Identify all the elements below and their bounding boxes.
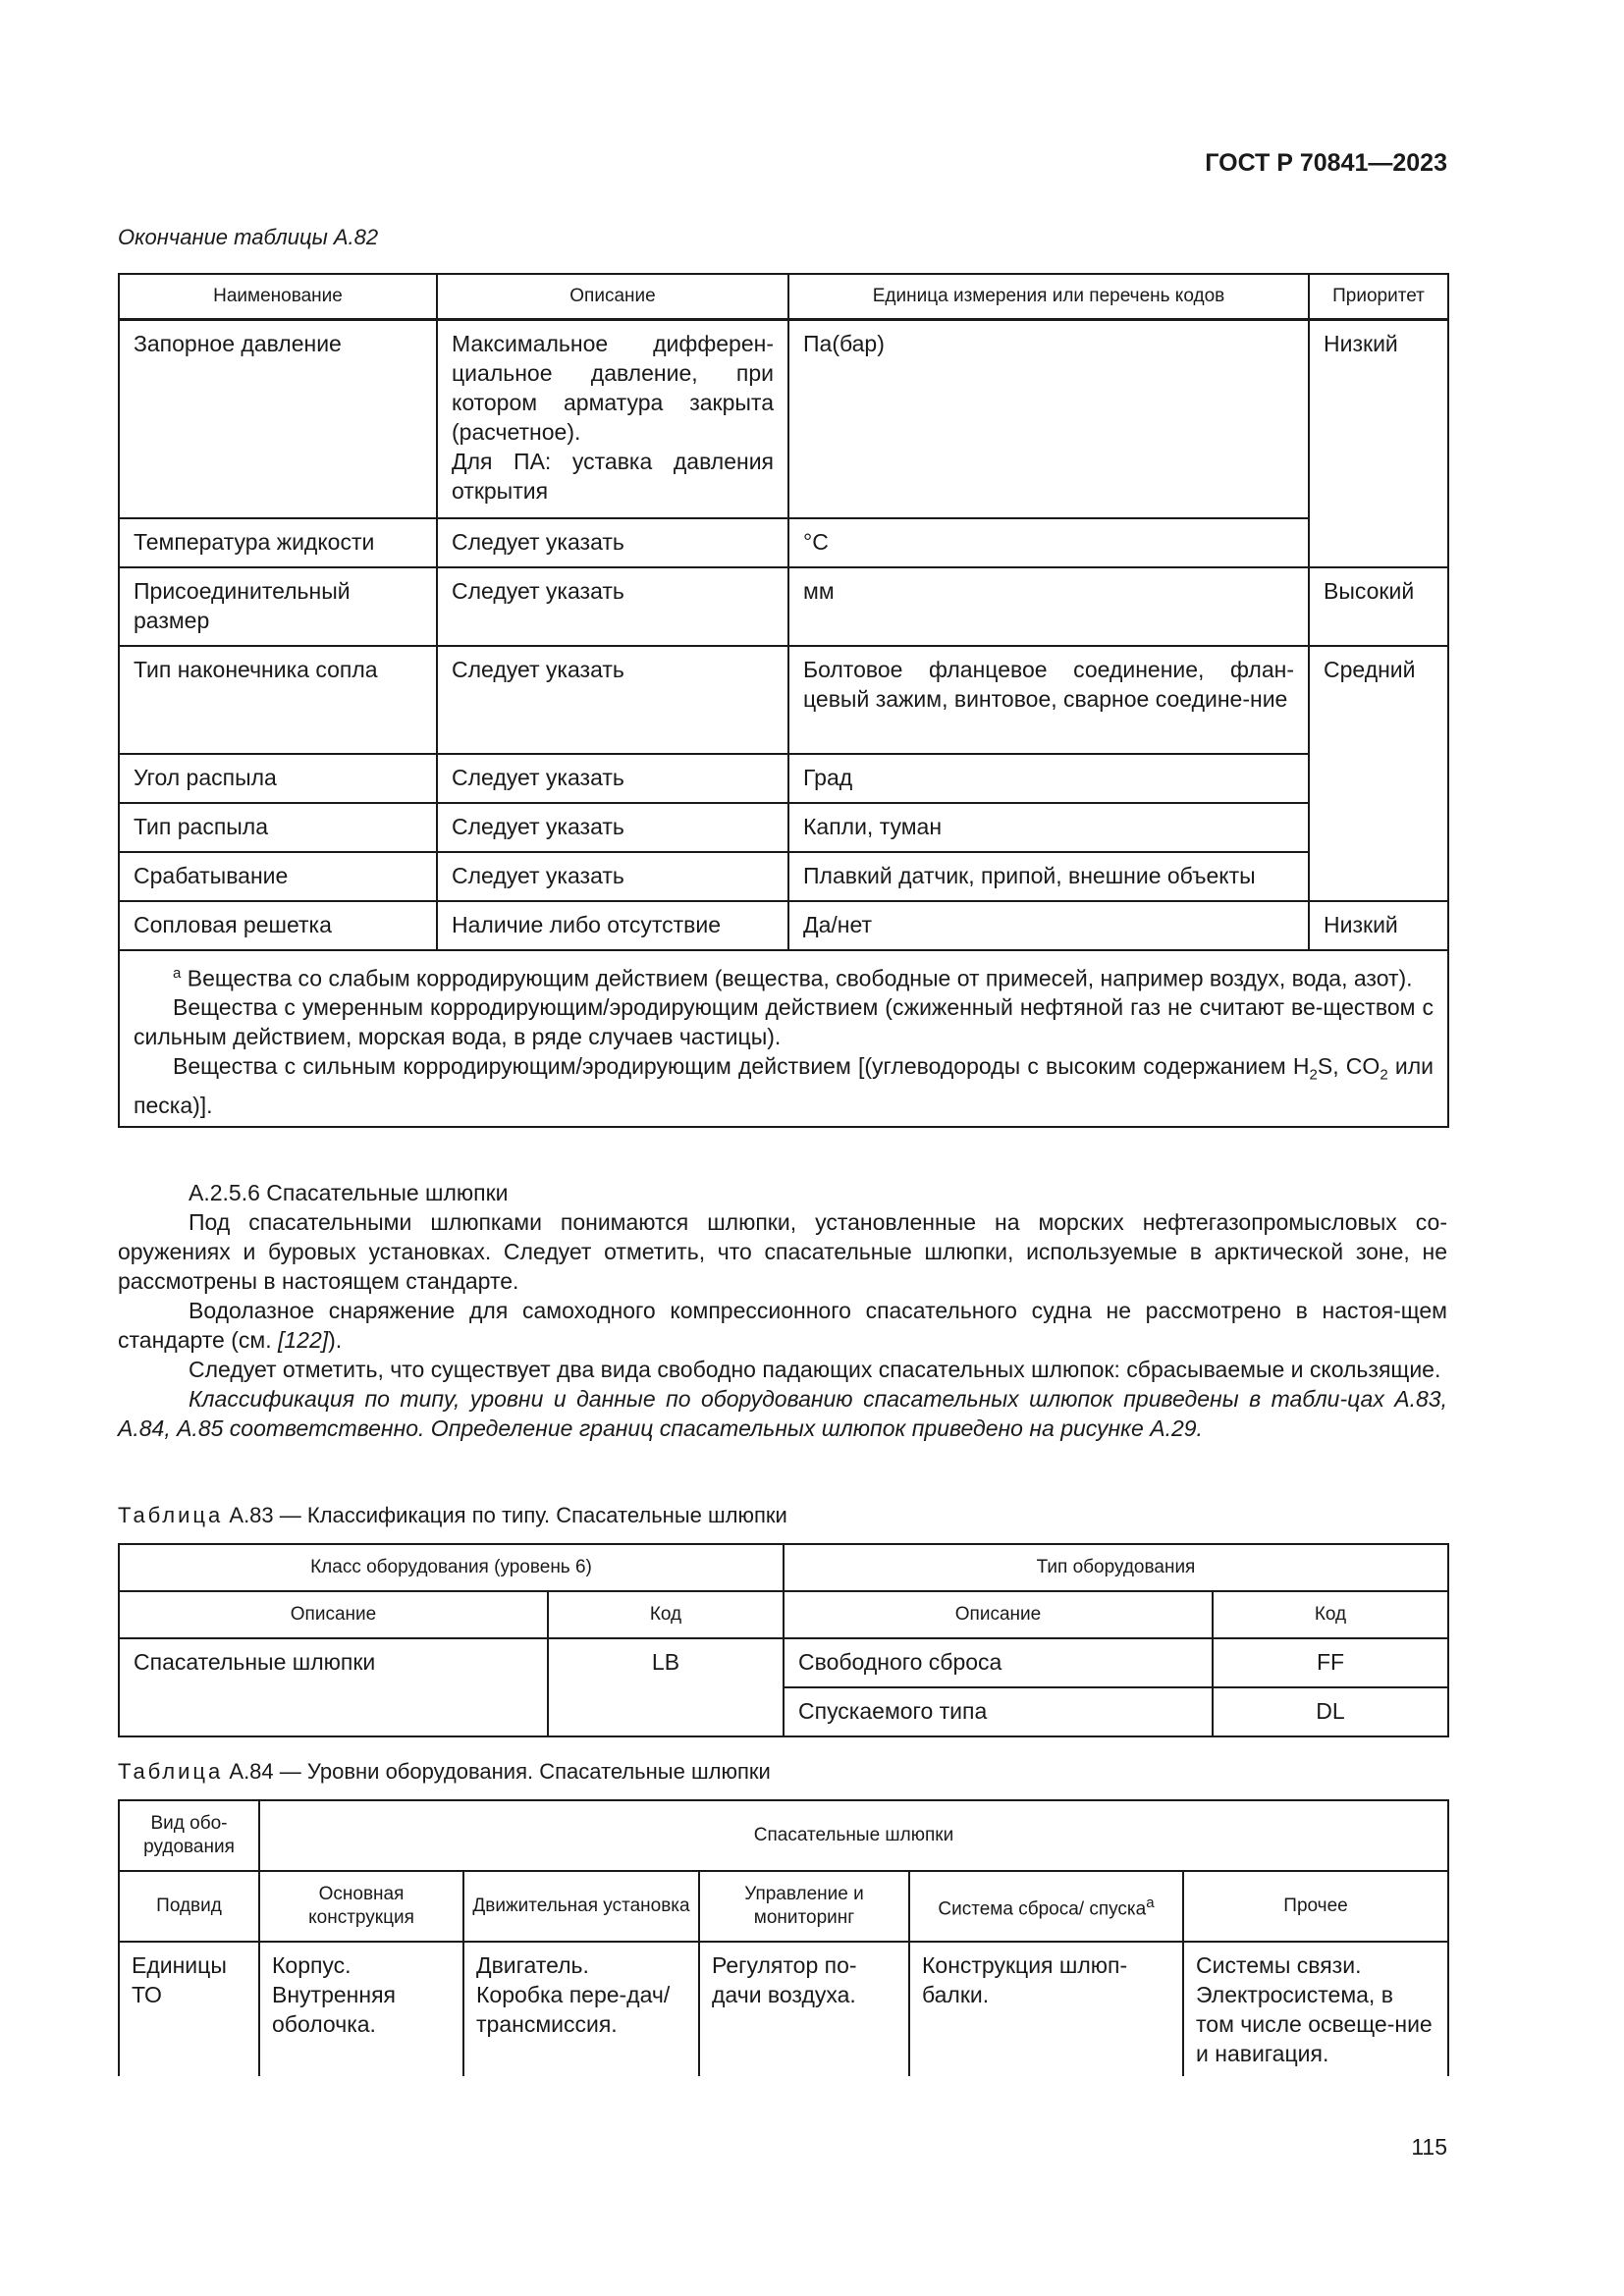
paragraph-text: ). <box>328 1327 343 1353</box>
table-row <box>119 646 1448 754</box>
column-header-unit: Единица измерения или перечень кодов <box>788 274 1309 320</box>
header-code: Код <box>1213 1591 1448 1638</box>
paragraph-text: Водолазное снаряжение для самоходного компрессионного спасательного судна не рассмотрено в настоя-щем стандарте (см. <box>118 1298 1447 1353</box>
note-1 <box>134 959 1434 993</box>
header-main-structure: Основная конструкция <box>259 1871 463 1942</box>
cell-description: Следует указать <box>437 803 788 852</box>
cell-unit: Па(бар) <box>788 320 1309 518</box>
table-row <box>119 754 1448 803</box>
cell-name: Срабатывание <box>119 852 437 901</box>
cell-propulsion: Двигатель. Коробка пере-дач/трансмиссия. <box>463 1942 699 2076</box>
note-3 <box>134 1051 1434 1120</box>
table-row <box>119 852 1448 901</box>
section-body <box>118 1178 1447 1443</box>
cell-priority: Средний <box>1309 646 1448 901</box>
cell-description: Наличие либо отсутствие <box>437 901 788 950</box>
cell-type-name: Свободного сброса <box>784 1638 1213 1687</box>
standard-number: ГОСТ Р 70841—2023 <box>1205 149 1447 177</box>
note-3-text-b: S, CO <box>1317 1053 1380 1080</box>
header-lifeboats: Спасательные шлюпки <box>259 1800 1448 1871</box>
cell-release-system: Конструкция шлюп-балки. <box>909 1942 1183 2076</box>
header-control-monitoring: Управление и мониторинг <box>699 1871 909 1942</box>
cell-name: Угол распыла <box>119 754 437 803</box>
paragraph: Следует отметить, что существует два вида свободно падающих спасательных шлюпок: сбрасываемые и скользящие. <box>189 1357 1441 1382</box>
cell-name: Тип распыла <box>119 803 437 852</box>
cell-unit: °С <box>788 518 1309 567</box>
cell-control-monitoring: Регулятор по-дачи воздуха. <box>699 1942 909 2076</box>
cell-priority: Низкий <box>1309 320 1448 567</box>
header-other: Прочее <box>1183 1871 1448 1942</box>
note-1-text: Вещества со слабым корродирующим действием (вещества, свободные от примесей, например воздух, вода, азот). <box>187 965 1413 991</box>
cell-description: Следует указать <box>437 646 788 754</box>
cell-name: Температура жидкости <box>119 518 437 567</box>
header-description: Описание <box>784 1591 1213 1638</box>
header-release-system-text: Система сброса/ спуска <box>938 1898 1147 1920</box>
cell-description: Следует указать <box>437 852 788 901</box>
table-row <box>119 1942 1448 2076</box>
cell-description: Следует указать <box>437 518 788 567</box>
paragraph: Под спасательными шлюпками понимаются шлюпки, установленные на морских нефтегазопромысловых со-оружениях и буровых установках. Следует отметить, что спасательные шлюпки, используемые в арктической зоне, не рассмотрены в настоящем стандарте. <box>118 1209 1447 1294</box>
cell-name: Присоединительный размер <box>119 567 437 646</box>
page-number: 115 <box>1411 2134 1447 2160</box>
table-label: Таблица <box>118 1503 224 1527</box>
cell-description: Следует указать <box>437 754 788 803</box>
column-header-priority: Приоритет <box>1309 274 1448 320</box>
table-row <box>119 901 1448 950</box>
column-header-description: Описание <box>437 274 788 320</box>
table-84-caption <box>118 1759 771 1785</box>
header-propulsion: Движительная установка <box>463 1871 699 1942</box>
cell-unit: Болтовое фланцевое соединение, флан-цевый зажим, винтовое, сварное соедине-ние <box>788 646 1309 754</box>
cell-name: Тип наконечника сопла <box>119 646 437 754</box>
subscript: 2 <box>1380 1066 1388 1084</box>
cell-main-structure: Корпус. Внутренняя оболочка. <box>259 1942 463 2076</box>
cell-priority: Низкий <box>1309 901 1448 950</box>
subscript: 2 <box>1309 1066 1318 1084</box>
cell-description: Следует указать <box>437 567 788 646</box>
header-subunit: Подвид <box>119 1871 259 1942</box>
table-notes-row <box>119 950 1448 1127</box>
table-82-caption: Окончание таблицы А.82 <box>118 225 379 249</box>
table-83-title: А.83 — Классификация по типу. Спасательные шлюпки <box>229 1503 787 1527</box>
note-3-text-a: Вещества с сильным корродирующим/эродирующим действием [(углеводороды с высоким содержанием H <box>173 1053 1310 1080</box>
table-row <box>119 320 1448 518</box>
header-release-system <box>909 1871 1183 1942</box>
paragraph-italic: Классификация по типу, уровни и данные по оборудованию спасательных шлюпок приведены в табли-цах А.83, А.84, А.85 соответственно. Определение границ спасательных шлюпок приведено на рисунке А.29. <box>118 1386 1447 1441</box>
cell-unit: Капли, туман <box>788 803 1309 852</box>
table-notes <box>119 950 1448 1127</box>
header-equipment-type: Вид обо-рудования <box>119 1800 259 1871</box>
table-84 <box>118 1799 1449 2076</box>
footnote-mark: a <box>173 964 182 982</box>
cell-class-code: LB <box>548 1638 784 1736</box>
footnote-mark: a <box>1146 1894 1155 1911</box>
table-row <box>119 518 1448 567</box>
table-83 <box>118 1543 1449 1737</box>
header-equipment-type: Тип оборудования <box>784 1544 1448 1591</box>
section-heading: А.2.5.6 Спасательные шлюпки <box>189 1180 509 1205</box>
table-row <box>119 1638 1448 1687</box>
column-header-name: Наименование <box>119 274 437 320</box>
cell-name: Сопловая решетка <box>119 901 437 950</box>
paragraph <box>118 1296 1447 1355</box>
cell-unit: Плавкий датчик, припой, внешние объекты <box>788 852 1309 901</box>
reference-link[interactable]: [122] <box>277 1327 329 1353</box>
header-code: Код <box>548 1591 784 1638</box>
table-label: Таблица <box>118 1759 224 1784</box>
cell-other: Системы связи. Электросистема, в том числе освеще-ние и навигация. <box>1183 1942 1448 2076</box>
cell-description: Максимальное дифферен-циальное давление, при котором арматура закрыта (расчетное). Для ПА: уставка давления открытия <box>437 320 788 518</box>
cell-unit: Да/нет <box>788 901 1309 950</box>
table-82 <box>118 273 1449 1128</box>
table-84-title: А.84 — Уровни оборудования. Спасательные шлюпки <box>229 1759 771 1784</box>
cell-type-code: DL <box>1213 1687 1448 1736</box>
cell-class-name: Спасательные шлюпки <box>119 1638 548 1736</box>
cell-name: Запорное давление <box>119 320 437 518</box>
note-2: Вещества с умеренным корродирующим/эродирующим действием (сжиженный нефтяной газ не считают ве-ществом с сильным действием, морская вода, в ряде случаев частицы). <box>134 994 1434 1050</box>
table-83-caption <box>118 1503 787 1528</box>
cell-row-label: Единицы ТО <box>119 1942 259 2076</box>
cell-priority: Высокий <box>1309 567 1448 646</box>
table-row <box>119 567 1448 646</box>
note-3-text-c: или песка)]. <box>134 1053 1434 1118</box>
cell-type-code: FF <box>1213 1638 1448 1687</box>
cell-unit: мм <box>788 567 1309 646</box>
header-description: Описание <box>119 1591 548 1638</box>
cell-type-name: Спускаемого типа <box>784 1687 1213 1736</box>
header-equipment-class: Класс оборудования (уровень 6) <box>119 1544 784 1591</box>
cell-unit: Град <box>788 754 1309 803</box>
table-row <box>119 803 1448 852</box>
